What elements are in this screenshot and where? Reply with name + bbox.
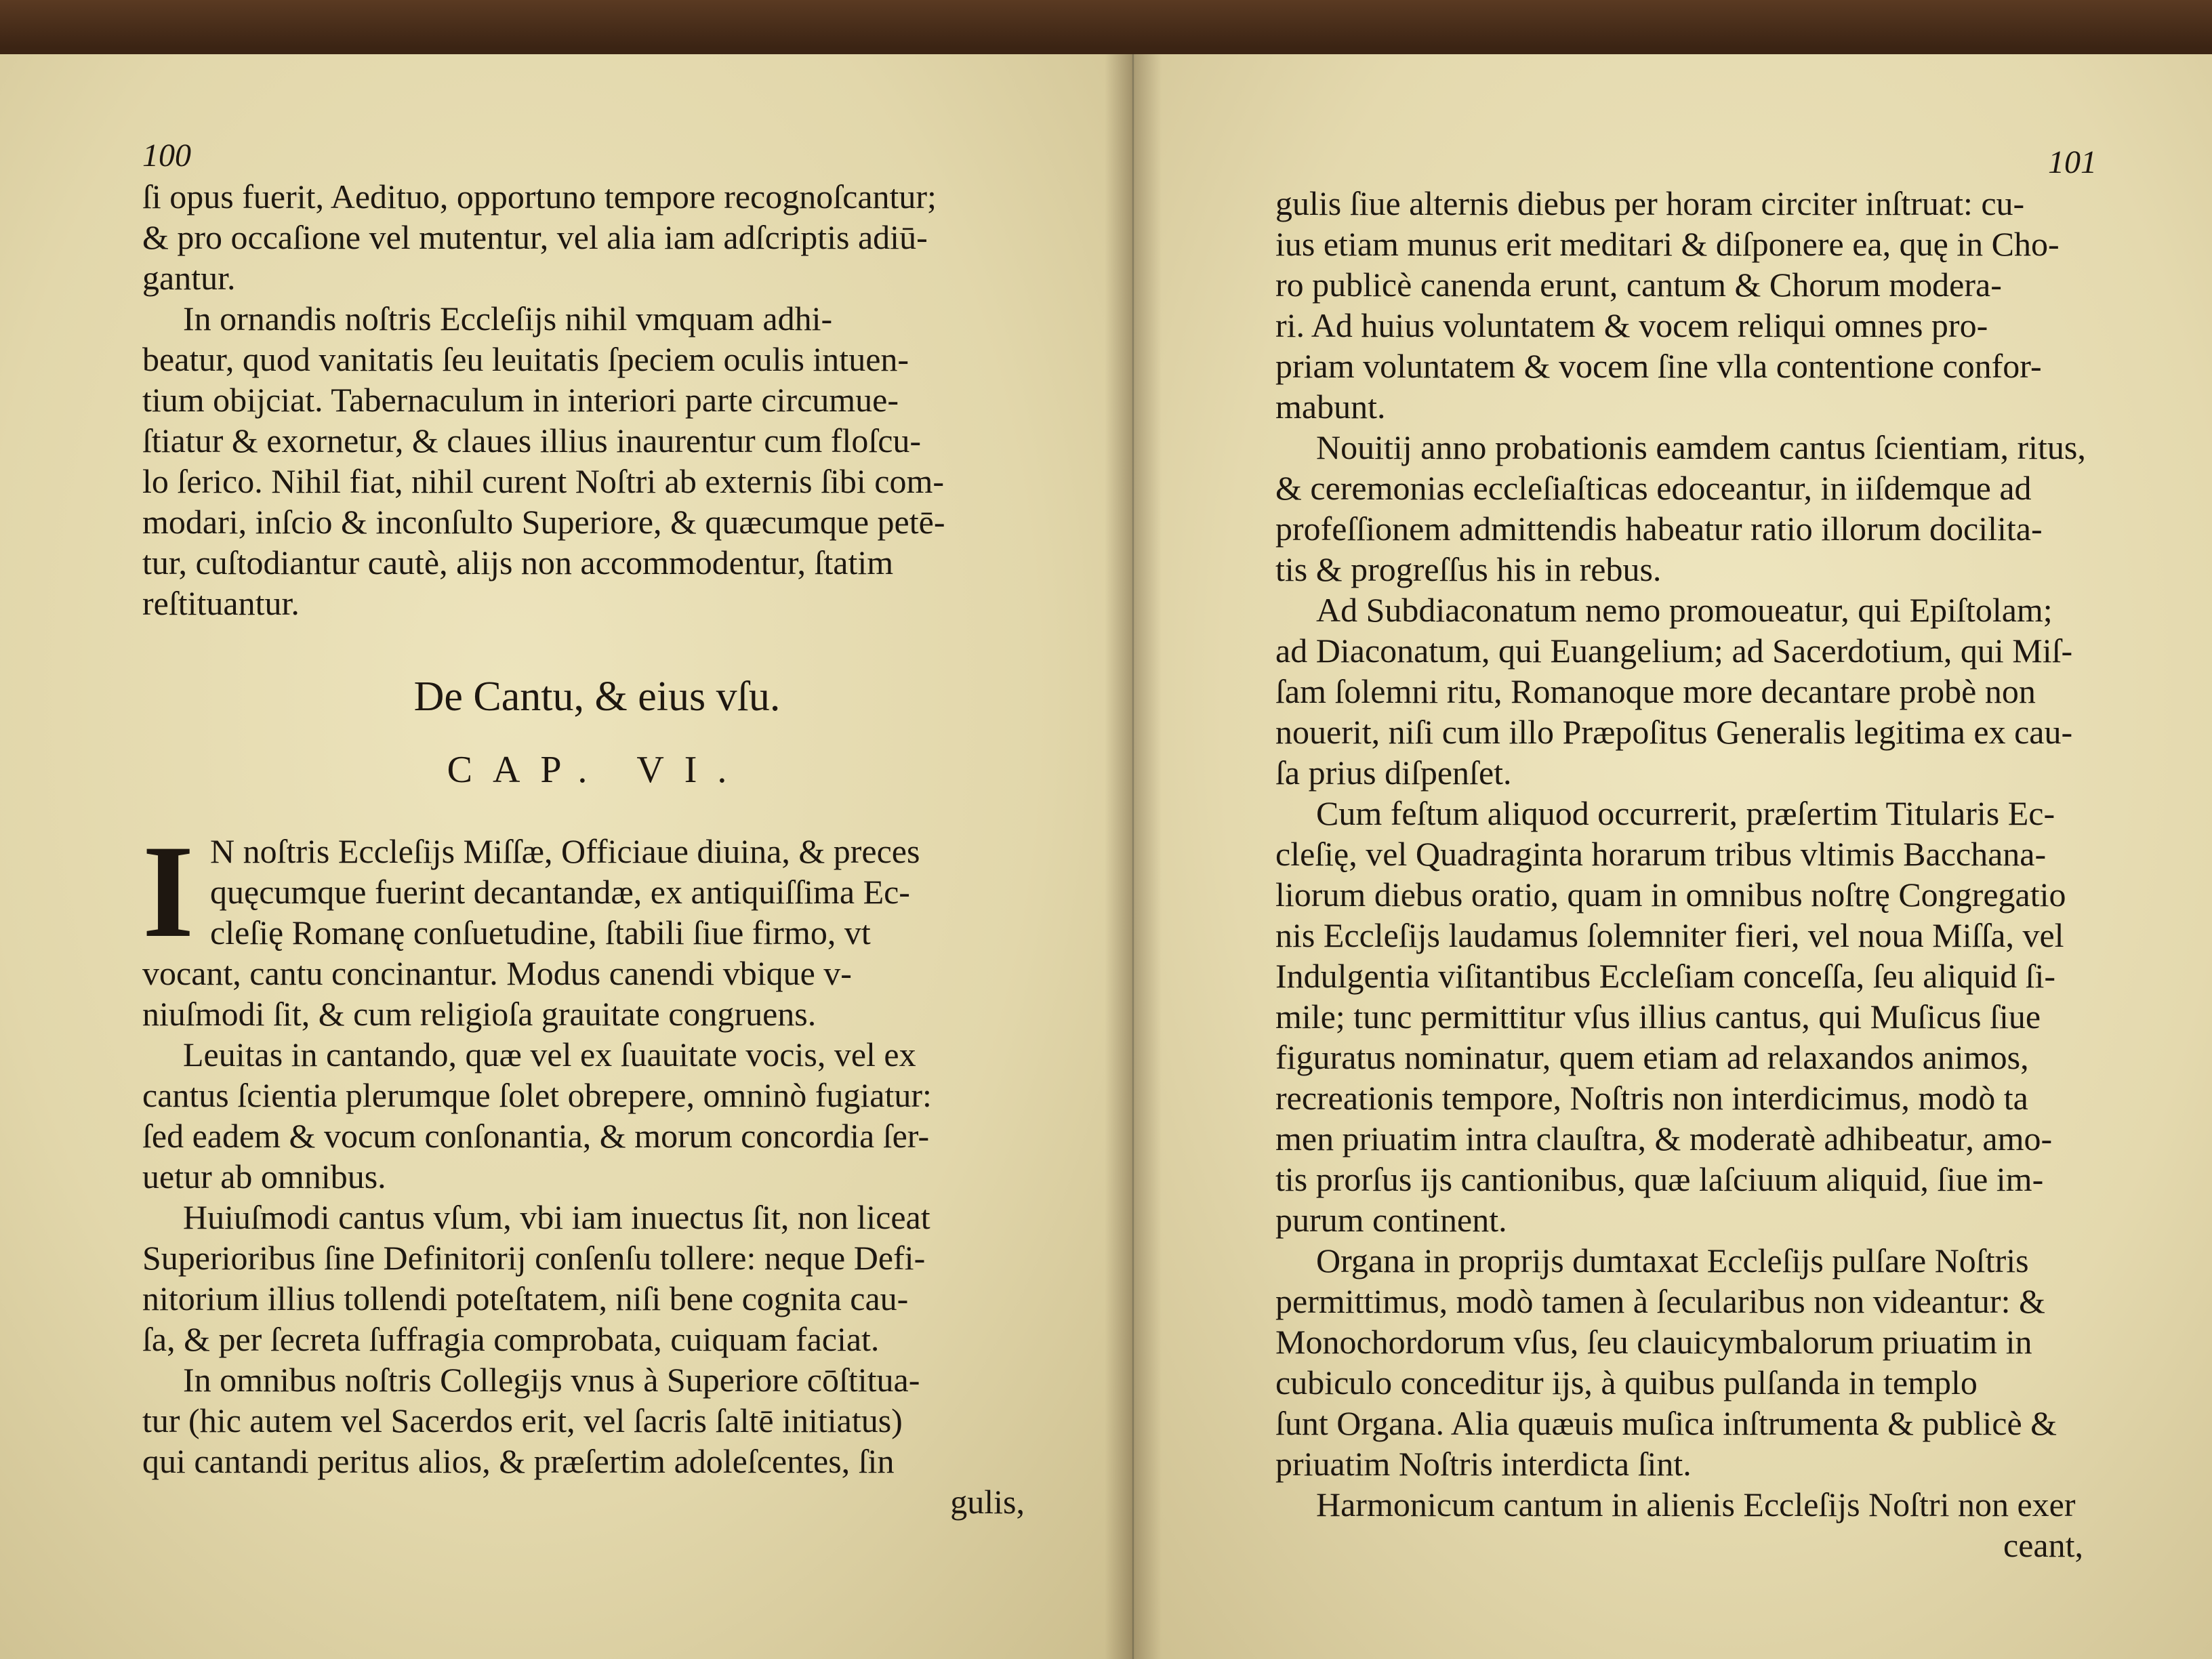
text-line: niuſmodi ſit, & cum religioſa grauitate congruens. [142,995,817,1033]
text-line: uetur ab omnibus. [142,1158,386,1195]
text-line: tis & progreſſus his in rebus. [1275,550,1662,588]
text-line: cleſię Romanę conſuetudine, ſtabili ſiue firmo, vt [210,914,871,951]
page-number-right: 101 [2048,144,2097,180]
paragraph [142,298,1052,623]
text-line: Indulgentia viſitantibus Eccleſiam conceſſa, ſeu aliquid ſi- [1275,957,2056,995]
paragraph [142,176,1052,298]
text-line: liorum diebus oratio, quam in omnibus noſtrę Congregatio [1275,876,2066,914]
text-line: Ad Subdiaconatum nemo promoueatur, qui Epiſtolam; [1316,591,2053,629]
text-line: cleſię, vel Quadraginta horarum tribus vltimis Bacchana- [1275,835,2047,873]
text-line: ri. Ad huius voluntatem & vocem reliqui omnes pro- [1275,306,1988,344]
paragraph [1275,1240,2110,1484]
drop-initial: I [142,818,194,965]
text-line: modari, inſcio & inconſulto Superiore, & quæcumque petē- [142,503,945,541]
paragraph [142,1034,1052,1197]
text-line: & ceremonias eccleſiaſticas edoceantur, in iiſdemque ad [1275,469,2032,507]
text-line: men priuatim intra clauſtra, & moderatè adhibeatur, amo- [1275,1120,2053,1158]
text-line: recreationis tempore, Noſtris non interdicimus, modò ta [1275,1079,2028,1117]
text-line: cubiculo conceditur ijs, à quibus pulſanda in templo [1275,1364,1978,1401]
text-line: ſunt Organa. Alia quæuis muſica inſtrumenta & publicè & [1275,1404,2057,1442]
paragraph [142,818,1052,1034]
left-text-block [142,176,1052,1522]
text-line: purum continent. [1275,1201,1507,1239]
text-line: mile; tunc permittitur vſus illius cantus, qui Muſicus ſiue [1275,998,2041,1036]
text-line: priuatim Noſtris interdicta ſint. [1275,1445,1692,1483]
text-line: ſtiatur & exornetur, & claues illius inaurentur cum floſcu- [142,422,922,459]
catchword: gulis, [950,1483,1025,1521]
text-line: reſtituantur. [142,584,300,622]
paragraph [1275,427,2110,590]
text-line: beatur, quod vanitatis ſeu leuitatis ſpeciem oculis intuen- [142,340,909,378]
text-line: figuratus nominatur, quem etiam ad relaxandos animos, [1275,1038,2029,1076]
book-gutter [1105,54,1162,1659]
text-line: tis prorſus ijs cantionibus, quæ laſciuum aliquid, ſiue im- [1275,1160,2044,1198]
text-line: permittimus, modò tamen à ſecularibus non videantur: & [1275,1282,2045,1320]
text-line: tur, cuſtodiantur cautè, alijs non accommodentur, ſtatim [142,544,894,581]
text-line: cantus ſcientia plerumque ſolet obrepere, omninò fugiatur: [142,1076,932,1114]
text-line: qui cantandi peritus alios, & præſertim adoleſcentes, ſin [142,1442,895,1480]
paragraph [1275,590,2110,793]
chapter-label: CAP. VI. [447,749,747,791]
text-line: Leuitas in cantando, quæ vel ex ſuauitate vocis, vel ex [183,1036,916,1073]
text-line: priam voluntatem & vocem ſine vlla contentione confor- [1275,347,2042,385]
text-line: N noſtris Eccleſijs Miſſæ, Officiaue diuina, & preces [210,832,920,870]
catchword: ceant, [2003,1526,2083,1564]
text-line: ſam ſolemni ritu, Romanoque more decantare probè non [1275,672,2036,710]
text-line: profeſſionem admittendis habeatur ratio illorum docilita- [1275,510,2043,548]
text-line: nouerit, niſi cum illo Præpoſitus Generalis legitima ex cau- [1275,713,2073,751]
text-line: ad Diaconatum, qui Euangelium; ad Sacerdotium, qui Miſ- [1275,632,2073,670]
text-line: vocant, cantu concinantur. Modus canendi vbique v- [142,954,852,992]
right-text-block [1275,183,2110,1565]
paragraph [1275,1484,2110,1525]
text-line: In omnibus noſtris Collegijs vnus à Superiore cōſtitua- [183,1361,920,1399]
text-line: & pro occaſione vel mutentur, vel alia iam adſcriptis adiū- [142,218,928,256]
text-line: Harmonicum cantum in alienis Eccleſijs Noſtri non exer [1316,1486,2076,1523]
text-line: quęcumque fuerint decantandæ, ex antiquiſſima Ec- [210,873,910,911]
text-line: Huiuſmodi cantus vſum, vbi iam inuectus ſit, non liceat [183,1198,930,1236]
text-line: ſa, & per ſecreta ſuffragia comprobata, cuiquam faciat. [142,1320,880,1358]
section-heading: De Cantu, & eius vſu. [413,674,781,720]
text-line: gulis ſiue alternis diebus per horam circiter inſtruat: cu- [1275,184,2025,222]
text-line: ſed eadem & vocum conſonantia, & morum concordia ſer- [142,1117,930,1155]
paragraph [142,1197,1052,1359]
text-line: Cum feſtum aliquod occurrerit, præſertim Titularis Ec- [1316,794,2055,832]
text-line: tur (hic autem vel Sacerdos erit, vel ſacris ſaltē initiatus) [142,1401,903,1439]
text-line: Monochordorum vſus, ſeu clauicymbalorum priuatim in [1275,1323,2032,1361]
paragraph [142,1359,1052,1481]
right-page [1133,54,2212,1659]
text-line: In ornandis noſtris Eccleſijs nihil vmquam adhi- [183,300,833,337]
text-line: ro publicè canenda erunt, cantum & Chorum modera- [1275,266,2002,304]
page-number-left: 100 [142,138,191,173]
left-page [0,54,1133,1659]
text-line: nis Eccleſijs laudamus ſolemniter fieri, vel noua Miſſa, vel [1275,916,2064,954]
text-line: Organa in proprijs dumtaxat Eccleſijs pulſare Noſtris [1316,1242,2029,1279]
text-line: ius etiam munus erit meditari & diſponere ea, quę in Cho- [1275,225,2060,263]
text-line: lo ſerico. Nihil fiat, nihil curent Noſtri ab externis ſibi com- [142,462,945,500]
text-line: gantur. [142,259,236,297]
text-line: mabunt. [1275,388,1386,426]
text-line: ſa prius diſpenſet. [1275,754,1512,792]
text-line: ſi opus fuerit, Aedituo, opportuno tempore recognoſcantur; [142,178,937,216]
text-line: Superioribus ſine Definitorij conſenſu tollere: neque Defi- [142,1239,926,1277]
text-line: nitorium illius tollendi poteſtatem, niſi bene cognita cau- [142,1279,909,1317]
paragraph [1275,793,2110,1240]
text-line: Nouitij anno probationis eamdem cantus ſcientiam, ritus, [1316,428,2086,466]
paragraph [1275,183,2110,427]
text-line: tium obijciat. Tabernaculum in interiori parte circumue- [142,381,899,419]
